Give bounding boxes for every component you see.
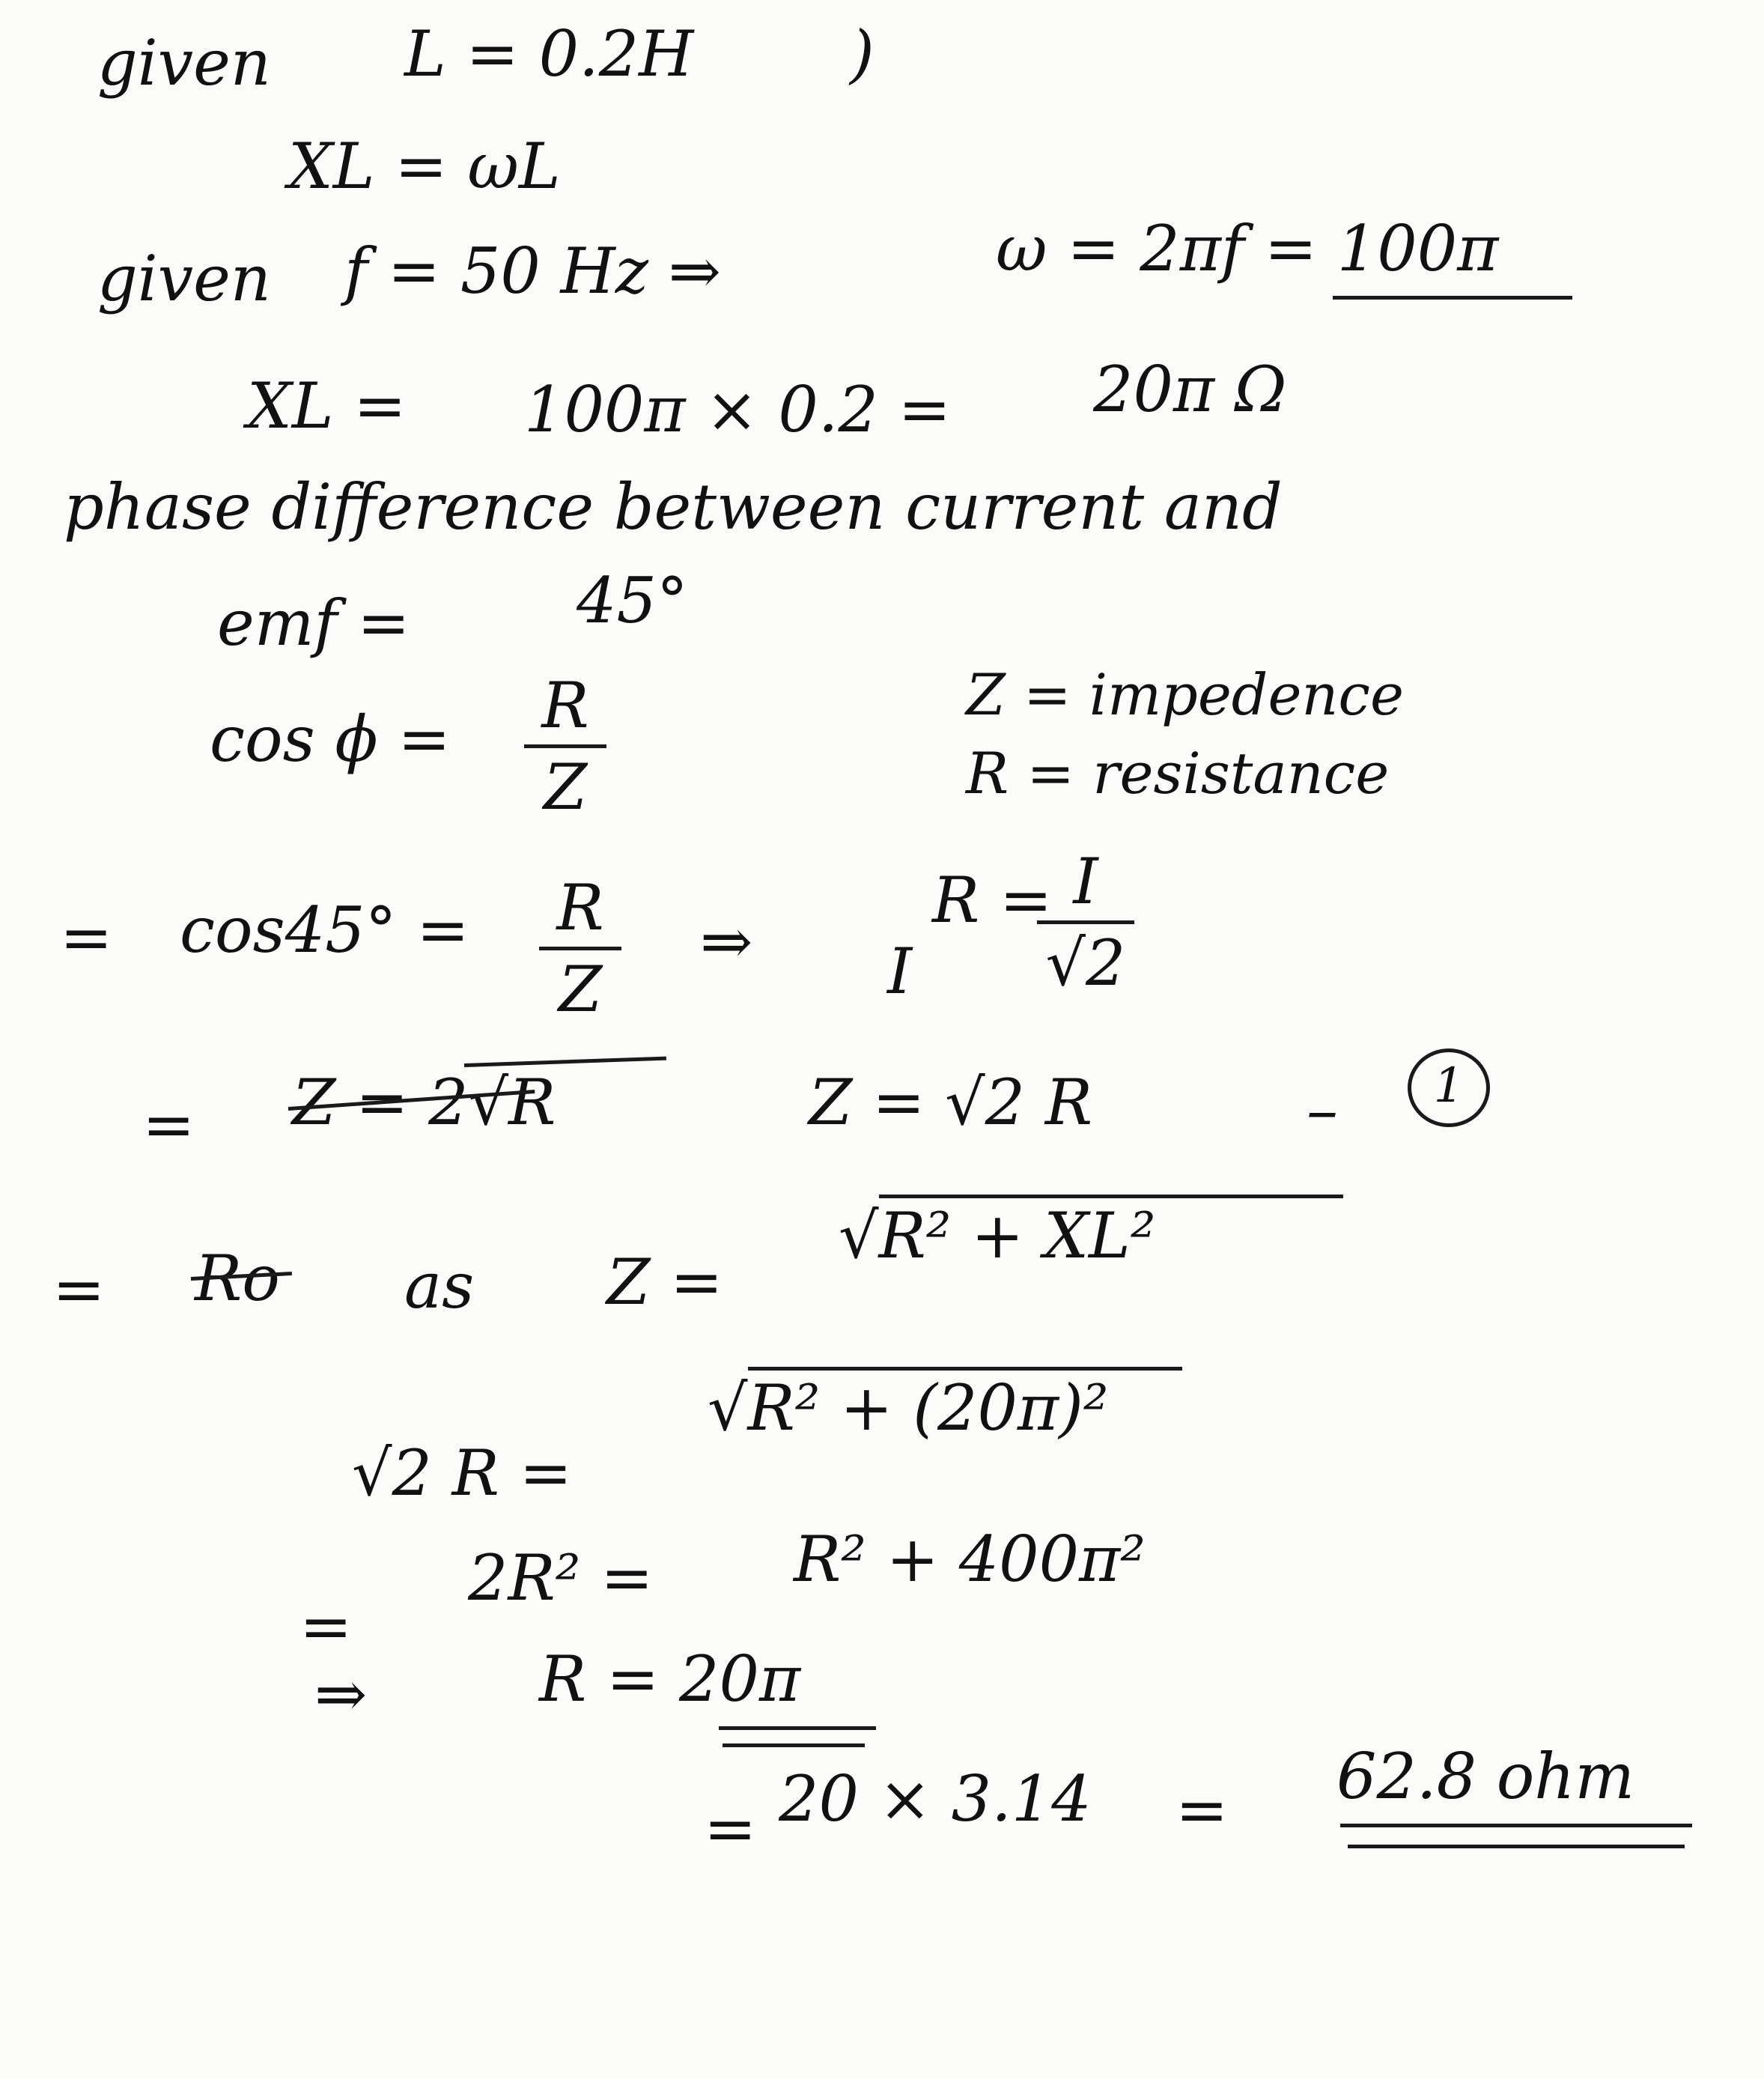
impedance-definition: Z = impedence bbox=[966, 661, 1404, 728]
equals-lead: = bbox=[52, 1253, 106, 1326]
rhs-expression: R² + 400π² bbox=[794, 1523, 1146, 1596]
reactance-result: 20π Ω bbox=[1093, 353, 1287, 426]
underline bbox=[723, 1743, 865, 1747]
r-over-z-fraction bbox=[524, 669, 606, 824]
fraction-bar bbox=[524, 744, 606, 748]
inductance-given: L = 0.2H bbox=[404, 17, 694, 91]
underline bbox=[719, 1726, 876, 1730]
cos-phi: cos ϕ = bbox=[210, 702, 451, 776]
equals-lead: = bbox=[60, 901, 113, 974]
fraction-bar bbox=[539, 947, 621, 950]
equation-number-circle bbox=[1408, 1048, 1490, 1127]
reactance-label: XL = bbox=[247, 369, 407, 443]
given-label: given bbox=[97, 26, 271, 100]
strikethrough-line bbox=[464, 1057, 666, 1067]
given-label: given bbox=[97, 242, 271, 315]
radical-sign: √ bbox=[708, 1371, 748, 1445]
numeric-calc: 20 × 3.14 bbox=[779, 1762, 1092, 1836]
fraction-numerator: I bbox=[1073, 845, 1098, 918]
answer-underline bbox=[1340, 1824, 1692, 1827]
brace-mark: ) bbox=[850, 17, 875, 91]
phase-angle: 45° bbox=[577, 564, 688, 637]
fraction-bar bbox=[1037, 920, 1134, 924]
fraction-denominator: Z bbox=[558, 953, 603, 1026]
implies-arrow: ⇒ bbox=[314, 1657, 368, 1731]
frequency-given: f = 50 Hz ⇒ bbox=[344, 234, 722, 308]
square-root bbox=[708, 1367, 1182, 1445]
equation-number: 1 bbox=[1433, 1058, 1465, 1114]
struck-expression: Z = 2√R bbox=[292, 1066, 556, 1139]
impedance-label: Z = bbox=[606, 1245, 723, 1319]
i-symbol: I bbox=[887, 935, 913, 1008]
final-answer: 62.8 ohm bbox=[1336, 1740, 1635, 1813]
equals-lead: = bbox=[142, 1088, 195, 1162]
as-word: as bbox=[404, 1249, 475, 1323]
root2-r: √2 R = bbox=[352, 1436, 572, 1510]
cos45: cos45° = bbox=[180, 893, 469, 967]
equals-lead: = bbox=[704, 1792, 757, 1866]
emf-label: emf = bbox=[217, 586, 410, 660]
equals-lead: = bbox=[299, 1590, 353, 1663]
fraction-numerator: R bbox=[541, 669, 589, 742]
r-relation-label: R = bbox=[932, 864, 1053, 937]
reactance-formula: XL = ωL bbox=[288, 130, 561, 203]
square-root bbox=[839, 1195, 1343, 1272]
answer-underline bbox=[1348, 1845, 1685, 1848]
fraction-denominator: Z bbox=[543, 750, 588, 824]
scribbled-word: Ro bbox=[195, 1242, 280, 1315]
angular-frequency: ω = 2πf = 100π bbox=[996, 212, 1499, 285]
lhs-2r-squared: 2R² = bbox=[468, 1541, 654, 1615]
equals-sign: = bbox=[1176, 1773, 1229, 1847]
radicand: R² + (20π)² bbox=[748, 1367, 1182, 1439]
radicand: R² + XL² bbox=[879, 1195, 1343, 1267]
phase-statement: phase difference between current and bbox=[64, 470, 1283, 544]
radical-sign: √ bbox=[839, 1199, 879, 1272]
resistance-definition: R = resistance bbox=[966, 740, 1390, 807]
impedance-relation: Z = √2 R bbox=[809, 1066, 1093, 1139]
fraction-numerator: R bbox=[556, 871, 604, 944]
reactance-calc: 100π × 0.2 = bbox=[524, 373, 951, 446]
i-over-root2-fraction bbox=[1037, 845, 1134, 1000]
resistance-result: R = 20π bbox=[539, 1642, 801, 1716]
dash: – bbox=[1307, 1073, 1338, 1147]
implies-arrow: ⇒ bbox=[700, 905, 753, 978]
fraction-denominator: √2 bbox=[1045, 926, 1126, 1000]
underline bbox=[1333, 296, 1572, 300]
r-over-z-fraction bbox=[539, 871, 621, 1026]
